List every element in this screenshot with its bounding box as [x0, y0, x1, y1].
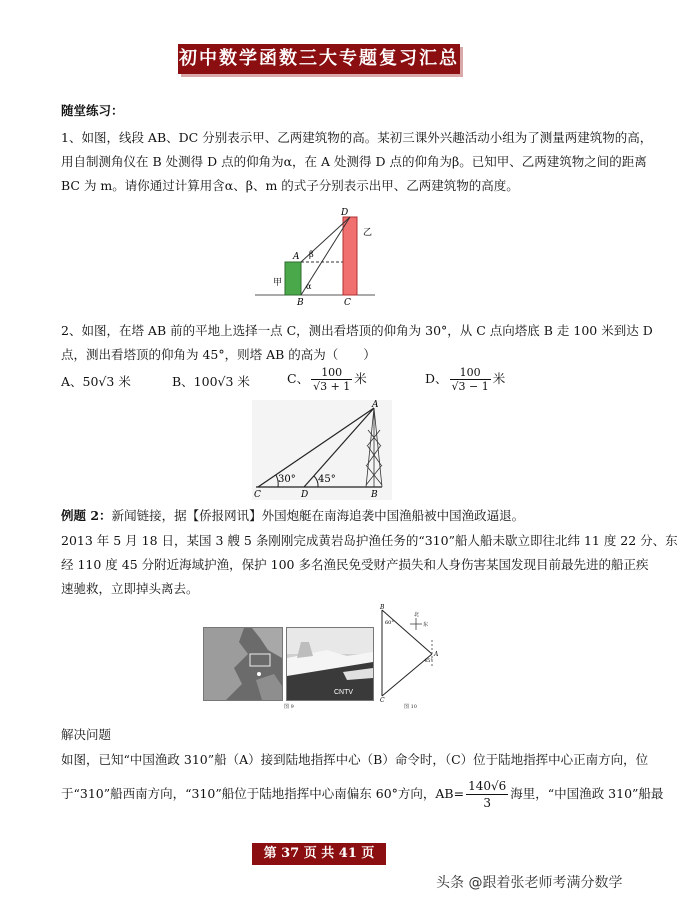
q2-option-d-den: √3 − 1	[451, 380, 489, 393]
q2-tower-figure	[252, 400, 392, 500]
label-c: C	[344, 298, 351, 308]
fig10-diagram	[376, 604, 442, 702]
q1-building-figure	[255, 205, 385, 307]
ship-photo-logo: CNTV	[334, 689, 354, 696]
solve-frac-den: 3	[483, 796, 492, 810]
solve-frac-num: 140√6	[468, 779, 507, 793]
q2-option-d	[425, 366, 505, 393]
label-alpha: α	[306, 282, 312, 291]
page-title-banner: 初中数学函数三大专题复习汇总	[178, 44, 460, 74]
q2-option-c-prefix: C、	[287, 371, 310, 386]
q2-option-c-num: 100	[311, 366, 352, 380]
q2-option-d-num: 100	[450, 366, 491, 380]
label-yi: 乙	[363, 228, 373, 238]
q2-option-b: B、100√3 米	[172, 374, 250, 389]
solve-heading: 解决问题	[61, 727, 112, 742]
q2-option-d-prefix: D、	[425, 371, 448, 386]
fig9-caption: 图 9	[284, 704, 294, 710]
example2-line1	[61, 505, 524, 527]
q1-text-line1: 1、如图，线段 AB、DC 分别表示甲、乙两建筑物的高。某初三课外兴趣活动小组为了测量两建筑物的高，	[61, 130, 653, 145]
label-a: A	[372, 400, 379, 410]
label-30: 30°	[278, 474, 296, 485]
q2-option-c-den: √3 + 1	[313, 380, 351, 393]
label-a: A	[434, 651, 439, 658]
label-jia: 甲	[273, 278, 283, 288]
q2-option-c-fraction	[311, 366, 352, 393]
label-60: 60°	[385, 620, 394, 626]
map-photo	[203, 627, 283, 701]
label-d: D	[301, 490, 309, 500]
example2-line3: 经 110 度 45 分附近海域护渔，保护 100 多名渔民免受财产损失和人身伤害某国发现目前最先进的船正疾	[61, 557, 649, 572]
section-label: 随堂练习：	[61, 103, 124, 118]
example2-line4: 速驰救，立即掉头离去。	[61, 581, 199, 596]
label-b: B	[380, 604, 385, 611]
q2-text-line2: 点，测出看塔顶的仰角为 45°，则塔 AB 的高为（ ）	[61, 347, 376, 362]
label-45: 45°	[424, 658, 433, 664]
label-a: A	[293, 252, 300, 262]
label-c: C	[380, 697, 385, 704]
fig10-caption: 图 10	[404, 704, 417, 710]
q2-option-c-unit: 米	[354, 371, 367, 386]
solve-line2-prefix: 于“310”船西南方向，“310”船位于陆地指挥中心南偏东 60°方向，AB=	[61, 786, 465, 801]
example2-line2: 2013 年 5 月 18 日，某国 3 艘 5 条刚刚完成黄岩岛护渔任务的“310”船人船未歇立即往北纬 11 度 22 分、东	[61, 533, 678, 548]
label-north: 北	[414, 612, 420, 618]
q2-option-d-unit: 米	[492, 371, 506, 386]
label-d: D	[341, 208, 349, 218]
example2-label: 例题 2：	[61, 508, 112, 523]
line-ba	[382, 610, 432, 654]
watermark-text: 头条 @跟着张老师考满分数学	[436, 875, 623, 891]
solve-ab-fraction	[466, 778, 508, 811]
page-number-footer: 第 37 页 共 41 页	[252, 843, 386, 865]
figure-background	[252, 400, 392, 500]
q2-option-d-fraction	[450, 366, 491, 393]
label-east: 东	[423, 622, 429, 628]
label-beta: β	[309, 250, 314, 259]
building-jia	[285, 262, 301, 295]
solve-line1: 如图，已知“中国渔政 310”船（A）接到陆地指挥中心（B）命令时，（C）位于陆地指挥中心正南方向，位	[61, 752, 649, 767]
example2-news: 新闻链接，据【侨报网讯】外国炮艇在南海追袭中国渔船被中国渔政逼退。	[111, 508, 525, 523]
label-b: B	[297, 298, 304, 308]
label-c: C	[254, 490, 261, 500]
q2-option-c	[287, 366, 367, 393]
ship-photo	[286, 627, 374, 701]
solve-line2-suffix: 海里，“中国渔政 310”船最	[510, 786, 664, 801]
q2-text-line1: 2、如图，在塔 AB 前的平地上选择一点 C，测出看塔顶的仰角为 30°，从 C 点向塔底 B 走 100 米到达 D	[61, 323, 653, 338]
q1-text-line2: 用自制测角仪在 B 处测得 D 点的仰角为α，在 A 处测得 D 点的仰角为β。已知甲、乙两建筑物之间的距离	[61, 154, 647, 169]
q2-option-a: A、50√3 米	[61, 374, 131, 389]
building-yi	[343, 217, 357, 295]
label-b: B	[371, 490, 378, 500]
label-45: 45°	[318, 474, 336, 485]
solve-line2	[61, 778, 663, 811]
q1-text-line3: BC 为 m。请你通过计算用含α、β、m 的式子分别表示出甲、乙两建筑物的高度。	[61, 178, 519, 193]
